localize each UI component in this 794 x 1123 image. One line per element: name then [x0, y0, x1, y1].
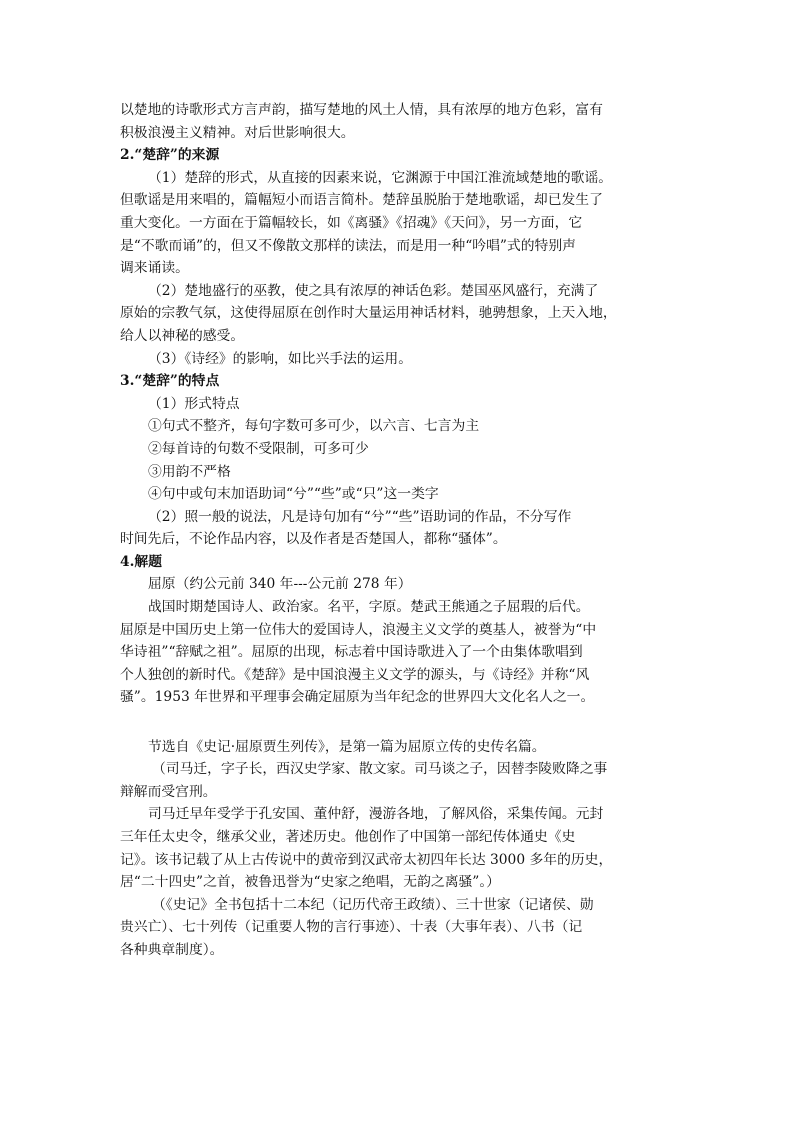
section-2-p1-line-3: 重大变化。一方面在于篇幅较长，如《离骚》《招魂》《天问》，另一方面，它: [120, 214, 583, 231]
list-item: ①句式不整齐，每句字数可多可少，以六言、七言为主: [148, 418, 480, 435]
section-2-heading: 2.“楚辞”的来源: [120, 147, 220, 164]
section-2-p1-line-5: 调来诵读。: [120, 260, 189, 277]
sima-para2-line-1: 司马迁早年受学于孔安国、董仲舒，漫游各地，了解风俗，采集传闻。元封: [148, 806, 604, 823]
list-item: ③用韵不严格: [148, 463, 231, 480]
sima-para2-line-3: 记》。该书记载了从上古传说中的黄帝到汉武帝太初四年长达 3000 多年的历史，: [120, 851, 613, 868]
bio-para-line-4: 骚”。1953 年世界和平理事会确定屈原为当年纪念的世界四大文化名人之一。: [120, 689, 595, 706]
author-bio-line: 战国时期楚国诗人、政治家。名平，字原。楚武王熊通之子屈瑕的后代。: [148, 599, 590, 616]
sima-para2-line-2: 三年任太史令，继承父业，著述历史。他创作了中国第一部纪传体通史《史: [120, 829, 576, 845]
bio-para-line-2: 华诗祖”“辞赋之祖”。屈原的出现，标志着中国诗歌进入了一个由集体歌唱到: [120, 644, 583, 661]
section-3-p2-line-2: 时间先后，不论作品内容，以及作者是否楚国人，都称“骚体”。: [120, 531, 507, 548]
section-2-p2-line-3: 给人以神秘的感受。: [120, 327, 245, 344]
list-item: ④句中或句末加语助词“兮”“些”或“只”这一类字: [148, 486, 439, 503]
sima-para1-line-2: 辩解而受宫刑。: [120, 783, 217, 800]
section-2-p1-line-4: 是“不歌而诵”的，但又不像散文那样的读法，而是用一种“吟唱”式的特别声: [120, 237, 576, 254]
blank-line: [120, 709, 686, 732]
shiji-para-line-3: 各种典章制度）。: [120, 941, 224, 958]
sima-para1-line-1: （司马迁，字子长，西汉史学家、散文家。司马谈之子，因替李陵败降之事: [152, 761, 608, 778]
source-line: 节选自《史记·屈原贾生列传》，是第一篇为屈原立传的史传名篇。: [148, 738, 546, 755]
section-2-p1-line-1: （1）楚辞的形式，从直接的因素来说，它渊源于中国江淮流域楚地的歌谣。: [148, 169, 613, 186]
intro-line-2: 积极浪漫主义精神。对后世影响很大。: [120, 124, 355, 141]
section-3-heading: 3.“楚辞”的特点: [120, 373, 220, 390]
sima-para2-line-4: 居“二十四史”之首，被鲁迅誉为“史家之绝唱，无韵之离骚”。）: [120, 874, 501, 891]
shiji-para-line-2: 贵兴亡）、七十列传（记重要人物的言行事迹）、十表（大事年表）、八书（记: [120, 919, 583, 936]
section-2-p2-line-1: （2）楚地盛行的巫教，使之具有浓厚的神话色彩。楚国巫风盛行，充满了: [148, 282, 599, 299]
author-name-line: 屈原（约公元前 340 年---公元前 278 年）: [148, 576, 412, 593]
bio-para-line-3: 个人独创的新时代。《楚辞》是中国浪漫主义文学的源头，与《诗经》并称“风: [120, 666, 590, 683]
section-2-p3: （3）《诗经》的影响，如比兴手法的运用。: [148, 350, 413, 367]
section-2-p2-line-2: 原始的宗教气氛，这使得屈原在创作时大量运用神话材料，驰骋想象，上天入地，: [120, 305, 617, 322]
bio-para-line-1: 屈原是中国历史上第一位伟大的爱国诗人，浪漫主义文学的奠基人，被誉为“中: [120, 621, 597, 638]
intro-line-1: 以楚地的诗歌形式方言声韵，描写楚地的风土人情，具有浓厚的地方色彩，富有: [120, 102, 603, 118]
shiji-para-line-1: （《史记》全书包括十二本纪（记历代帝王政绩）、三十世家（记诸侯、勋: [152, 896, 594, 913]
section-3-p2-line-1: （2）照一般的说法，凡是诗句加有“兮”“些”语助词的作品，不分写作: [148, 508, 572, 525]
section-4-heading: 4.解题: [120, 553, 162, 570]
section-3-sub1: （1）形式特点: [148, 395, 240, 412]
section-2-p1-line-2: 但歌谣是用来唱的，篇幅短小而语言简朴。楚辞虽脱胎于楚地歌谣，却已发生了: [120, 192, 603, 209]
list-item: ②每首诗的句数不受限制，可多可少: [148, 440, 369, 457]
